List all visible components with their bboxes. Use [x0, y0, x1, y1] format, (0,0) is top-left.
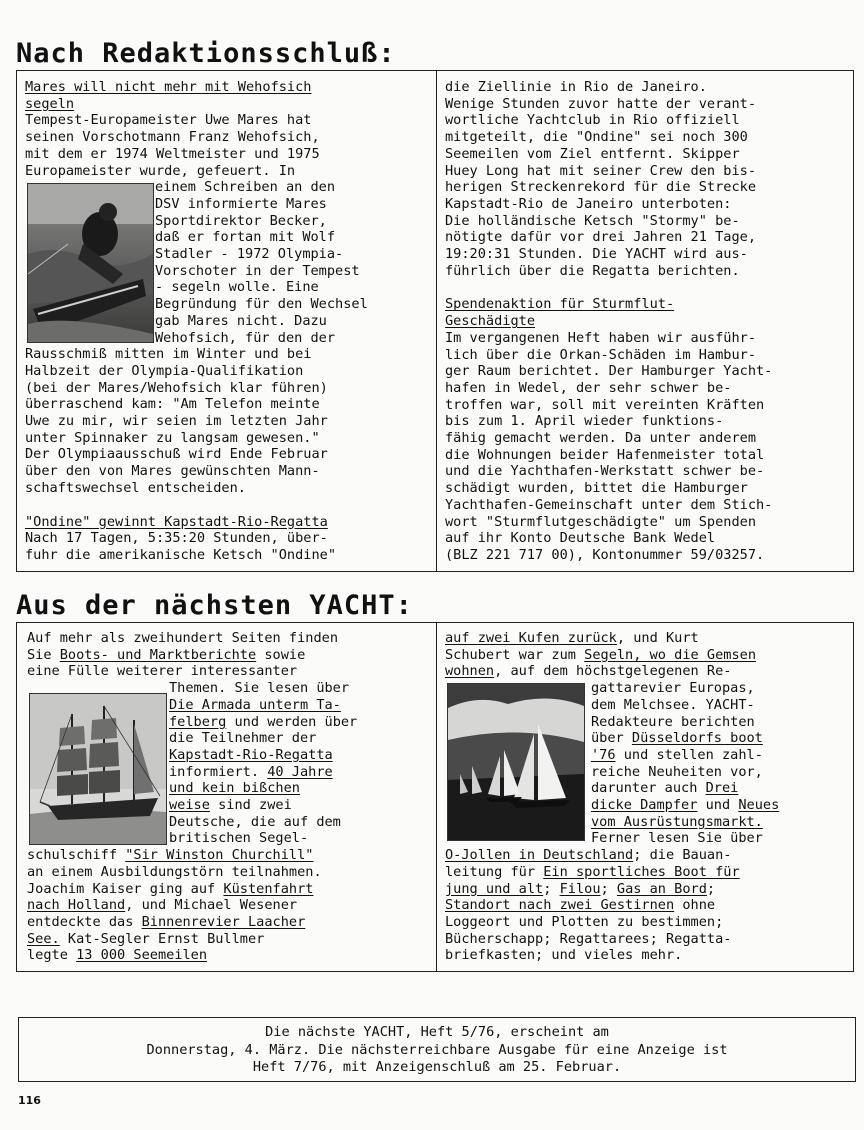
- body-line: [27, 947, 429, 964]
- body-line: lich über die Orkan-Schäden im Hambur-: [445, 346, 756, 363]
- body-line: hafen in Wedel, der sehr schwer be-: [445, 379, 732, 396]
- body-line: [169, 714, 429, 731]
- topic-duesseldorf-boot-cont: '76: [591, 746, 616, 763]
- body-line: wortliche Yachtclub in Rio offiziell: [445, 112, 740, 129]
- body-line: (bei der Mares/Wehofsich klar führen): [25, 379, 328, 396]
- news-box: [16, 70, 854, 572]
- topic-40-jahre-end: weise: [169, 797, 210, 814]
- body-line: eine Fülle weiterer interessanter: [27, 663, 298, 680]
- body-line: die Wohnungen beider Hafenmeister total: [445, 446, 765, 463]
- headline-mares: Mares will nicht mehr mit Wehofsich: [25, 79, 312, 95]
- topic-kapstadt-rio: Kapstadt-Rio-Regatta: [169, 746, 333, 763]
- section-heading-naechste-yacht: Aus der nächsten YACHT:: [16, 590, 413, 621]
- body-line: Huey Long hat mit seiner Crew den bis-: [445, 162, 756, 179]
- body-line: Begründung für den Wechsel: [155, 296, 368, 313]
- body-line: fuhr die amerikanische Ketsch "Ondine": [25, 546, 336, 563]
- column-divider: [436, 623, 437, 971]
- topic-armada-cont: felberg: [169, 713, 227, 730]
- news-right-column: [445, 79, 849, 564]
- topic-ausruestungsmarkt-cont: vom Ausrüstungsmarkt.: [591, 813, 763, 830]
- body-line: Stadler - 1972 Olympia-: [155, 246, 344, 263]
- headline-spendenaktion-cont: Geschädigte: [445, 313, 536, 330]
- body-line: reiche Neuheiten vor,: [591, 763, 763, 780]
- topic-laacher-see: Binnenrevier Laacher: [141, 913, 306, 930]
- body-line: gab Mares nicht. Dazu: [155, 312, 327, 329]
- body-line: troffen war, soll mit vereinten Kräften: [445, 396, 765, 413]
- section-heading-redaktionsschluss: Nach Redaktionsschluß:: [16, 38, 396, 69]
- text-segment: schulschiff: [27, 847, 126, 864]
- body-line: Die holländische Ketsch "Stormy" be-: [445, 212, 740, 229]
- topic-drei-dicke-dampfer-cont: dicke Dampfer: [591, 797, 698, 814]
- text-segment: legte: [27, 947, 77, 964]
- body-line: Der Olympiaausschuß wird Ende Februar: [25, 446, 328, 463]
- topic-kufen: auf zwei Kufen zurück: [445, 630, 617, 646]
- next-issue-line: Donnerstag, 4. März. Die nächsterreichbare Ausgabe für eine Anzeige ist: [146, 1041, 728, 1058]
- body-line: Vorschoter in der Tempest: [155, 262, 360, 279]
- body-line: [27, 931, 429, 948]
- body-line: Wehofsich, für den der: [155, 329, 336, 346]
- text-segment: , auf dem höchstgelegenen Re-: [494, 663, 732, 680]
- topic-ausruestungsmarkt: Neues: [738, 797, 780, 814]
- body-line: Ferner lesen Sie über: [591, 830, 763, 847]
- text-segment: und stellen zahl-: [615, 746, 763, 763]
- body-line: nötigte dafür vor drei Jahren 21 Tage,: [445, 229, 756, 246]
- headline-spendenaktion: Spendenaktion für Sturmflut-: [445, 296, 675, 313]
- topic-standort: Standort nach zwei Gestirnen: [445, 897, 675, 914]
- body-line: [445, 663, 849, 680]
- body-line: Tempest-Europameister Uwe Mares hat: [25, 112, 312, 129]
- body-line: führlich über die Regatta berichten.: [445, 262, 740, 279]
- body-line: [591, 797, 849, 814]
- text-segment: sowie: [256, 646, 306, 663]
- body-line: an einem Ausbildungstörn teilnahmen.: [27, 863, 322, 880]
- topic-drei-dicke-dampfer: Drei: [705, 780, 739, 797]
- body-line: die Teilnehmer der: [169, 730, 317, 747]
- body-line: auf ihr Konto Deutsche Bank Wedel: [445, 530, 716, 547]
- body-line: [445, 864, 849, 881]
- topic-40-jahre: 40 Jahre: [267, 763, 333, 780]
- body-line: - segeln wolle. Eine: [155, 279, 319, 296]
- body-line: und die Yachthafen-Werkstatt schwer be-: [445, 463, 765, 480]
- body-line: Uwe zu mir, wir seien im letzten Jahr: [25, 413, 328, 430]
- body-line: mit dem er 1974 Weltmeister und 1975: [25, 145, 320, 162]
- tall-ship-photo: [29, 693, 167, 845]
- body-line: Themen. Sie lesen über: [169, 680, 350, 697]
- text-segment: Kat-Segler Ernst Bullmer: [59, 930, 265, 947]
- body-line: herigen Streckenrekord für die Strecke: [445, 179, 756, 196]
- topic-armada: Die Armada unterm Ta-: [169, 696, 341, 713]
- body-line: [445, 847, 849, 864]
- body-line: Europameister wurde, gefeuert. In: [25, 162, 296, 179]
- body-line: wort "Sturmflutgeschädigte" um Spenden: [445, 513, 756, 530]
- body-line: [591, 780, 849, 797]
- topic-gas-an-bord: Gas an Bord: [616, 880, 707, 897]
- body-line: seinen Vorschotmann Franz Wehofsich,: [25, 129, 320, 146]
- headline-ondine: "Ondine" gewinnt Kapstadt-Rio-Regatta: [25, 513, 328, 530]
- text-segment: ;: [543, 880, 560, 897]
- topic-duesseldorf-boot: Düsseldorfs boot: [631, 730, 763, 747]
- body-line: Loggeort und Plotten zu bestimmen;: [445, 913, 724, 930]
- body-line: dem Melchsee. YACHT-: [591, 696, 755, 713]
- text-segment: und werden über: [226, 713, 358, 730]
- body-line: (BLZ 221 717 00), Kontonummer 59/03257.: [445, 546, 765, 563]
- body-line: britischen Segel-: [169, 830, 309, 847]
- body-line: [445, 647, 849, 664]
- body-line: Rausschmiß mitten im Winter und bei: [25, 346, 312, 363]
- text-segment: ;: [706, 880, 716, 897]
- text-segment: Sie: [27, 646, 60, 663]
- text-segment: ;: [600, 880, 617, 897]
- body-line: [169, 797, 429, 814]
- body-line: [27, 847, 429, 864]
- body-line: über den von Mares gewünschten Mann-: [25, 463, 320, 480]
- column-divider: [436, 71, 437, 571]
- body-line: Wenige Stunden zuvor hatte der verant-: [445, 95, 756, 112]
- topic-boots-marktberichte: Boots- und Marktberichte: [59, 646, 257, 663]
- body-line: fähig gemacht werden. Da unter anderem: [445, 430, 756, 447]
- body-line: mitgeteilt, die "Ondine" sei noch 300: [445, 129, 748, 146]
- body-line: Seemeilen vom Ziel entfernt. Skipper: [445, 145, 740, 162]
- topic-kuestenfahrt-cont: nach Holland: [27, 897, 126, 914]
- body-line: Auf mehr als zweihundert Seiten finden: [27, 630, 338, 646]
- body-line: Kapstadt-Rio de Janeiro unterboten:: [445, 195, 732, 212]
- topic-laacher-see-cont: See.: [27, 930, 60, 947]
- body-line: [27, 647, 429, 664]
- topic-o-jollen: O-Jollen in Deutschland: [445, 847, 634, 864]
- text-segment: ohne: [674, 897, 716, 914]
- topic-sportliches-boot-cont: jung und alt: [445, 880, 544, 897]
- text-segment: , und Michael Wesener: [125, 897, 298, 914]
- body-line: die Ziellinie in Rio de Janeiro.: [445, 79, 707, 95]
- topic-gemsen-cont: wohnen: [445, 663, 495, 680]
- body-line: [591, 747, 849, 764]
- text-segment: Joachim Kaiser ging auf: [27, 880, 224, 897]
- text-segment: Schubert war zum: [445, 646, 585, 663]
- body-line: bis zum 1. April wieder funktions-: [445, 413, 724, 430]
- topic-kuestenfahrt: Küstenfahrt: [223, 880, 314, 897]
- page-number: 116: [18, 1094, 41, 1107]
- body-line: Sportdirektor Becker,: [155, 212, 327, 229]
- topic-40-jahre-cont: und kein bißchen: [169, 780, 300, 797]
- body-line: [445, 630, 849, 647]
- text-segment: und: [697, 797, 739, 814]
- topic-filou: Filou: [559, 880, 601, 897]
- body-line: ger Raum berichtet. Der Hamburger Yacht-: [445, 363, 773, 380]
- text-segment: darunter auch: [591, 780, 706, 797]
- text-segment: , und Kurt: [616, 630, 699, 646]
- next-issue-line: Die nächste YACHT, Heft 5/76, erscheint am: [265, 1024, 609, 1040]
- sailing-dinghy-photo: [27, 183, 154, 343]
- body-line: [445, 897, 849, 914]
- topic-gemsen: Segeln, wo die Gemsen: [584, 646, 757, 663]
- body-line: Nach 17 Tagen, 5:35:20 Stunden, über-: [25, 530, 328, 547]
- body-line: überraschend kam: "Am Telefon meinte: [25, 396, 320, 413]
- next-issue-text: [19, 1024, 855, 1077]
- body-line: briefkasten; und vieles mehr.: [445, 947, 683, 964]
- text-segment: ; die Bauan-: [633, 847, 732, 864]
- next-issue-line: Heft 7/76, mit Anzeigenschluß am 25. Februar.: [252, 1059, 622, 1075]
- next-issue-box: [18, 1017, 856, 1082]
- body-line: [27, 914, 429, 931]
- text-segment: informiert.: [169, 763, 268, 780]
- body-line: [591, 730, 849, 747]
- body-line: 19:20:31 Stunden. Die YACHT wird aus-: [445, 246, 748, 263]
- body-line: einem Schreiben an den: [155, 179, 336, 196]
- body-line: [27, 881, 429, 898]
- regatta-sailboats-photo: [447, 683, 585, 841]
- text-segment: entdeckte das: [27, 913, 142, 930]
- text-segment: sind zwei: [209, 797, 292, 814]
- body-line: [27, 897, 429, 914]
- body-line: Halbzeit der Olympia-Qualifikation: [25, 362, 304, 379]
- body-line: [169, 764, 429, 781]
- topic-sir-winston-churchill: "Sir Winston Churchill": [125, 847, 314, 864]
- preview-box: [16, 622, 854, 972]
- body-line: Yachthafen-Gemeinschaft unter dem Stich-: [445, 496, 773, 513]
- body-line: DSV informierte Mares: [155, 195, 327, 212]
- body-line: unter Spinnaker zu langsam gewesen.": [25, 429, 320, 446]
- body-line: [445, 881, 849, 898]
- headline-mares-cont: segeln: [25, 95, 75, 112]
- text-segment: über: [591, 730, 632, 747]
- body-line: schädigt wurden, bittet die Hamburger: [445, 480, 748, 497]
- body-line: Bücherschapp; Regattarees; Regatta-: [445, 930, 732, 947]
- topic-sportliches-boot: Ein sportliches Boot für: [543, 863, 740, 880]
- body-line: gattarevier Europas,: [591, 680, 755, 697]
- topic-13000-seemeilen: 13 000 Seemeilen: [76, 947, 208, 964]
- body-line: schaftswechsel entscheiden.: [25, 479, 246, 496]
- text-segment: leitung für: [445, 863, 544, 880]
- body-line: daß er fortan mit Wolf: [155, 229, 336, 246]
- body-line: Im vergangenen Heft haben wir ausführ-: [445, 329, 756, 346]
- body-line: Deutsche, die auf dem: [169, 813, 341, 830]
- body-line: Redakteure berichten: [591, 713, 755, 730]
